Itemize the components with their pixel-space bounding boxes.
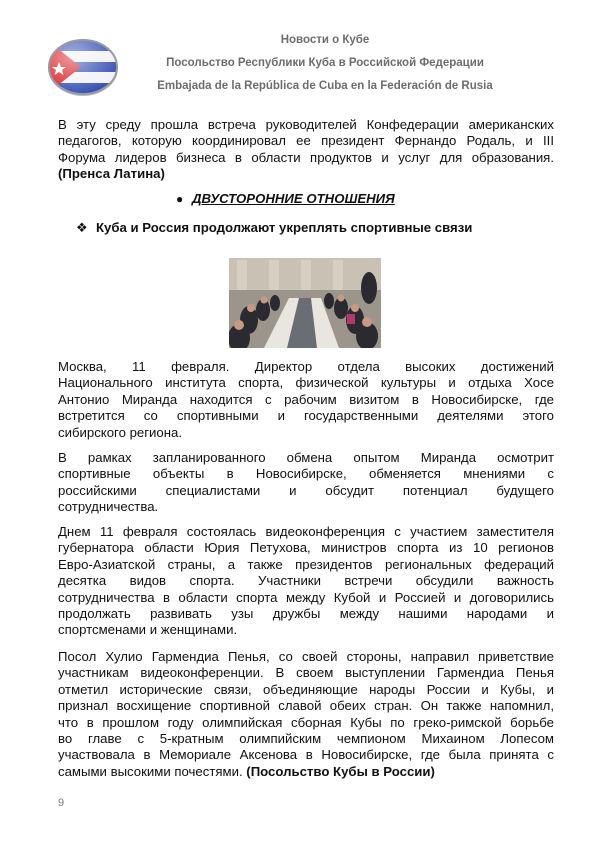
text-line: Национального института спорта, физической культуры и отдыха Хосе: [58, 375, 554, 391]
text-line: В эту среду прошла встреча руководителей Конфедерации американских: [58, 117, 554, 132]
text-line: десятка видов спорта. Участники встречи обсудили важность: [58, 573, 554, 589]
meeting-photo: [229, 258, 381, 348]
page-number: 9: [58, 797, 65, 809]
text-line: что в прошлом году олимпийская сборная Кубы по греко-римской борьбе: [58, 714, 554, 730]
text-line: Посол Хулио Гармендиа Пенья, со своей стороны, направил приветствие: [58, 649, 554, 664]
text-line: педагогов, которую координировал ее президент Фернандо Родаль, и III: [58, 133, 554, 149]
text-line: Форума лидеров бизнеса в области продуктов и услуг для образования.: [58, 149, 554, 165]
section-heading: ДВУСТОРОННИЕ ОТНОШЕНИЯ: [192, 191, 395, 206]
text-line: Днем 11 февраля состоялась видеоконференция с участием заместителя: [58, 524, 554, 539]
text-line-content: самыми высокими почестями.: [58, 763, 243, 779]
text-line: признал восхищение спортивной славой обеих стран. Он также напомнил,: [58, 698, 554, 714]
text-line: спортивные объекты в Новосибирске, обменяется мнениями с: [58, 466, 554, 482]
text-line: Евро-Азиатской страны, а также президентов региональных федераций: [58, 556, 554, 572]
text-line: во главе с 5-кратным олимпийским чемпионом Михаином Лопесом: [58, 731, 554, 747]
article-paragraph: [58, 649, 554, 780]
header-title: Новости о Кубе: [280, 34, 370, 46]
intro-paragraph: [58, 117, 554, 183]
article-title: Куба и Россия продолжают укреплять спортивные связи: [96, 220, 473, 235]
text-line: участникам видеоконференции. В своем выступлении Гармендиа Пенья: [58, 665, 554, 681]
text-line: губернатора области Юрия Петухова, министров спорта из 10 регионов: [58, 540, 554, 556]
article-paragraph: [58, 450, 554, 516]
text-line: сотрудничества.: [58, 499, 159, 515]
text-line: В рамках запланированного обмена опытом Миранда осмотрит: [58, 450, 554, 465]
text-line: сотрудничества в области спорта между Кубой и Россией и договорились: [58, 589, 554, 605]
article-paragraph: [58, 524, 554, 639]
bullet-icon: ●: [176, 192, 184, 206]
source-credit: (Посольство Кубы в России): [246, 763, 435, 779]
text-line: Москва, 11 февраля. Директор отдела высоких достижений: [58, 359, 554, 374]
text-line: российскими специалистами и обсудит потенциал будущего: [58, 482, 554, 498]
text-line: [58, 764, 554, 780]
text-line: отметил исторические связи, объединяющие народы России и Кубы, и: [58, 681, 554, 697]
source-credit: (Пренса Латина): [58, 166, 165, 182]
header-embassy-ru: Посольство Республики Куба в Российской Федерации: [166, 57, 484, 69]
text-line: спортсменами и женщинами.: [58, 622, 238, 638]
article-paragraph: [58, 359, 554, 441]
text-line: участвовала в Мемориале Аксенова в Новосибирске, где была принята с: [58, 747, 554, 763]
text-line: сибирского региона.: [58, 424, 183, 440]
text-line: Антонио Миранда находится с рабочим визитом в Новосибирске, где: [58, 391, 554, 407]
header-embassy-es: Embajada de la República de Cuba en la Federación de Rusia: [157, 80, 493, 92]
diamond-bullet-icon: ❖: [76, 220, 88, 235]
cuba-flag-logo: [47, 37, 119, 97]
text-line: продолжать развивать узы дружбы между нашими народами и: [58, 606, 554, 622]
text-line: встретится со спортивными и государственными деятелями этого: [58, 408, 554, 424]
